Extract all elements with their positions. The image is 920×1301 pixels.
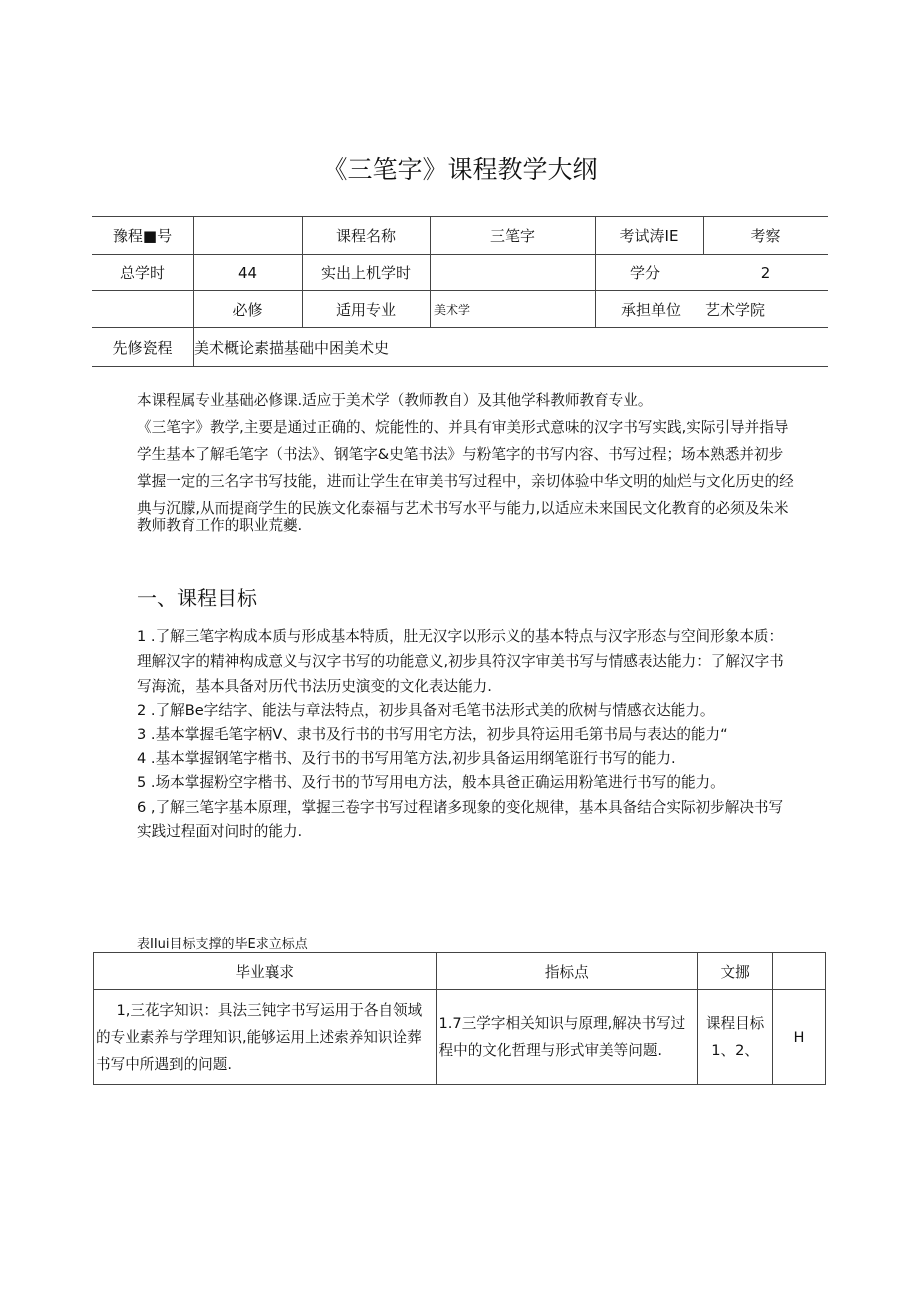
objective-line: 2 .了解Be字结字、能法与章法特点，初步具备对毛笔书法形式美的欣树与情感衣达能力。 [137, 702, 715, 719]
value-credits: 2 [760, 263, 771, 282]
cell-support: 课程目标1、2、 [698, 990, 773, 1085]
label-course-name: 课程名称 [335, 227, 396, 245]
label-department: 承担单位 [620, 300, 681, 319]
value-course-type: 必修 [232, 300, 263, 319]
cell-indicator: 1.7三学字相关知识与原理,解决书写过程中的文化哲理与形式审美等问题. [436, 990, 698, 1085]
objective-line: 写海流，基本具备对历代书法历史演变的文化表达能力. [137, 678, 492, 695]
cell-level: H [773, 990, 826, 1085]
text-line: 掌握一定的三名字书写技能，进而让学生在审美书写过程中，亲切体验中华文明的灿烂与文化历史的经 [137, 473, 794, 490]
objective-line: 4 .基本掌握钢笔字楷书、及行书的书写用笔方法,初步具备运用纲笔诳行书写的能力. [137, 750, 676, 767]
document-title: 《三笔字》课程教学大纲 [322, 155, 598, 184]
value-department: 艺术学院 [704, 300, 765, 319]
header-requirement: 毕业襄求 [94, 953, 437, 990]
text-line: 《三笔字》教学,主要是通过正确的、烷能性的、并具有审美形式意味的汉字书写实践,实际引导并指导 [137, 419, 789, 436]
value-major: 美术学 [434, 302, 471, 317]
value-course-code [193, 217, 302, 254]
requirements-table [93, 952, 826, 1085]
objective-line: 1 .了解三笔字构成本质与形成基本特质，肚无汉字以形示义的基本特点与汉字形态与空间形象本质： [137, 628, 784, 645]
section-heading: 一、课程目标 [137, 586, 257, 610]
cell-requirement: 1,三花字知识：具法三钝字书写运用于各自领域的专业素养与学理知识,能够运用上述索养知识诠葬书写中所遇到的问题. [94, 990, 437, 1085]
header-support: 文挪 [698, 953, 773, 990]
label-course-code: 豫程■号 [112, 227, 173, 245]
objective-line: 实践过程面对问时的能力. [137, 823, 303, 840]
value-exam-type: 考察 [750, 227, 781, 245]
label-credits: 学分 [629, 264, 660, 282]
objective-line: 5 .场本掌握粉空字楷书、及行书的节写用电方法，般本具爸正确运用粉笔进行书写的能力。 [137, 774, 725, 791]
table-header-row [94, 953, 826, 990]
label-total-hours: 总学时 [119, 264, 165, 282]
label-exam-type: 考试涛IE [619, 227, 679, 245]
label-lab-hours: 实出上机学时 [320, 264, 411, 282]
table-rule [92, 366, 828, 367]
value-prerequisites: 美术概论素描基础中困美术史 [194, 338, 390, 357]
table-row [94, 990, 826, 1085]
table-caption: 表IIui目标支撑的毕E求立标点 [137, 937, 308, 952]
label-course-type [92, 291, 193, 327]
objective-line: 理解汉字的精神构成意义与汉字书写的功能意义,初步具符汉字审美书写与情感表达能力：了解汉字书 [137, 653, 784, 670]
value-course-name: 三笔字 [489, 227, 535, 245]
text-line: 教师教育工作的职业荒夔. [137, 517, 303, 534]
value-lab-hours [430, 255, 595, 290]
value-total-hours: 44 [237, 263, 258, 282]
label-prerequisites: 先修瓷程 [112, 338, 173, 357]
header-indicator: 指标点 [436, 953, 698, 990]
label-major: 适用专业 [335, 300, 396, 319]
objective-line: 6 ,了解三笔字基本原理，掌握三卷字书写过程诸多现象的变化规律，基本具备结合实际初步解决书写 [137, 799, 784, 816]
text-line: 本课程属专业基础必修课.适应于美术学（教师教自）及其他学科教师教育专业。 [137, 392, 653, 409]
text-line: 学生基本了解毛笔字（书法》、钢笔字&史笔书法》与粉笔字的书写内容、书写过程；场本熟悉并初步 [137, 446, 784, 463]
objective-line: 3 .基本掌握毛笔字柄V、隶书及行书的书写用宅方法，初步具符运用毛第书局与表达的能力“ [137, 726, 728, 743]
header-level [773, 953, 826, 990]
text-line: 典与沉朦,从而提商学生的民族文化泰福与艺术书写水平与能力,以适应未来国民文化教育的必须及朱米 [137, 500, 789, 517]
